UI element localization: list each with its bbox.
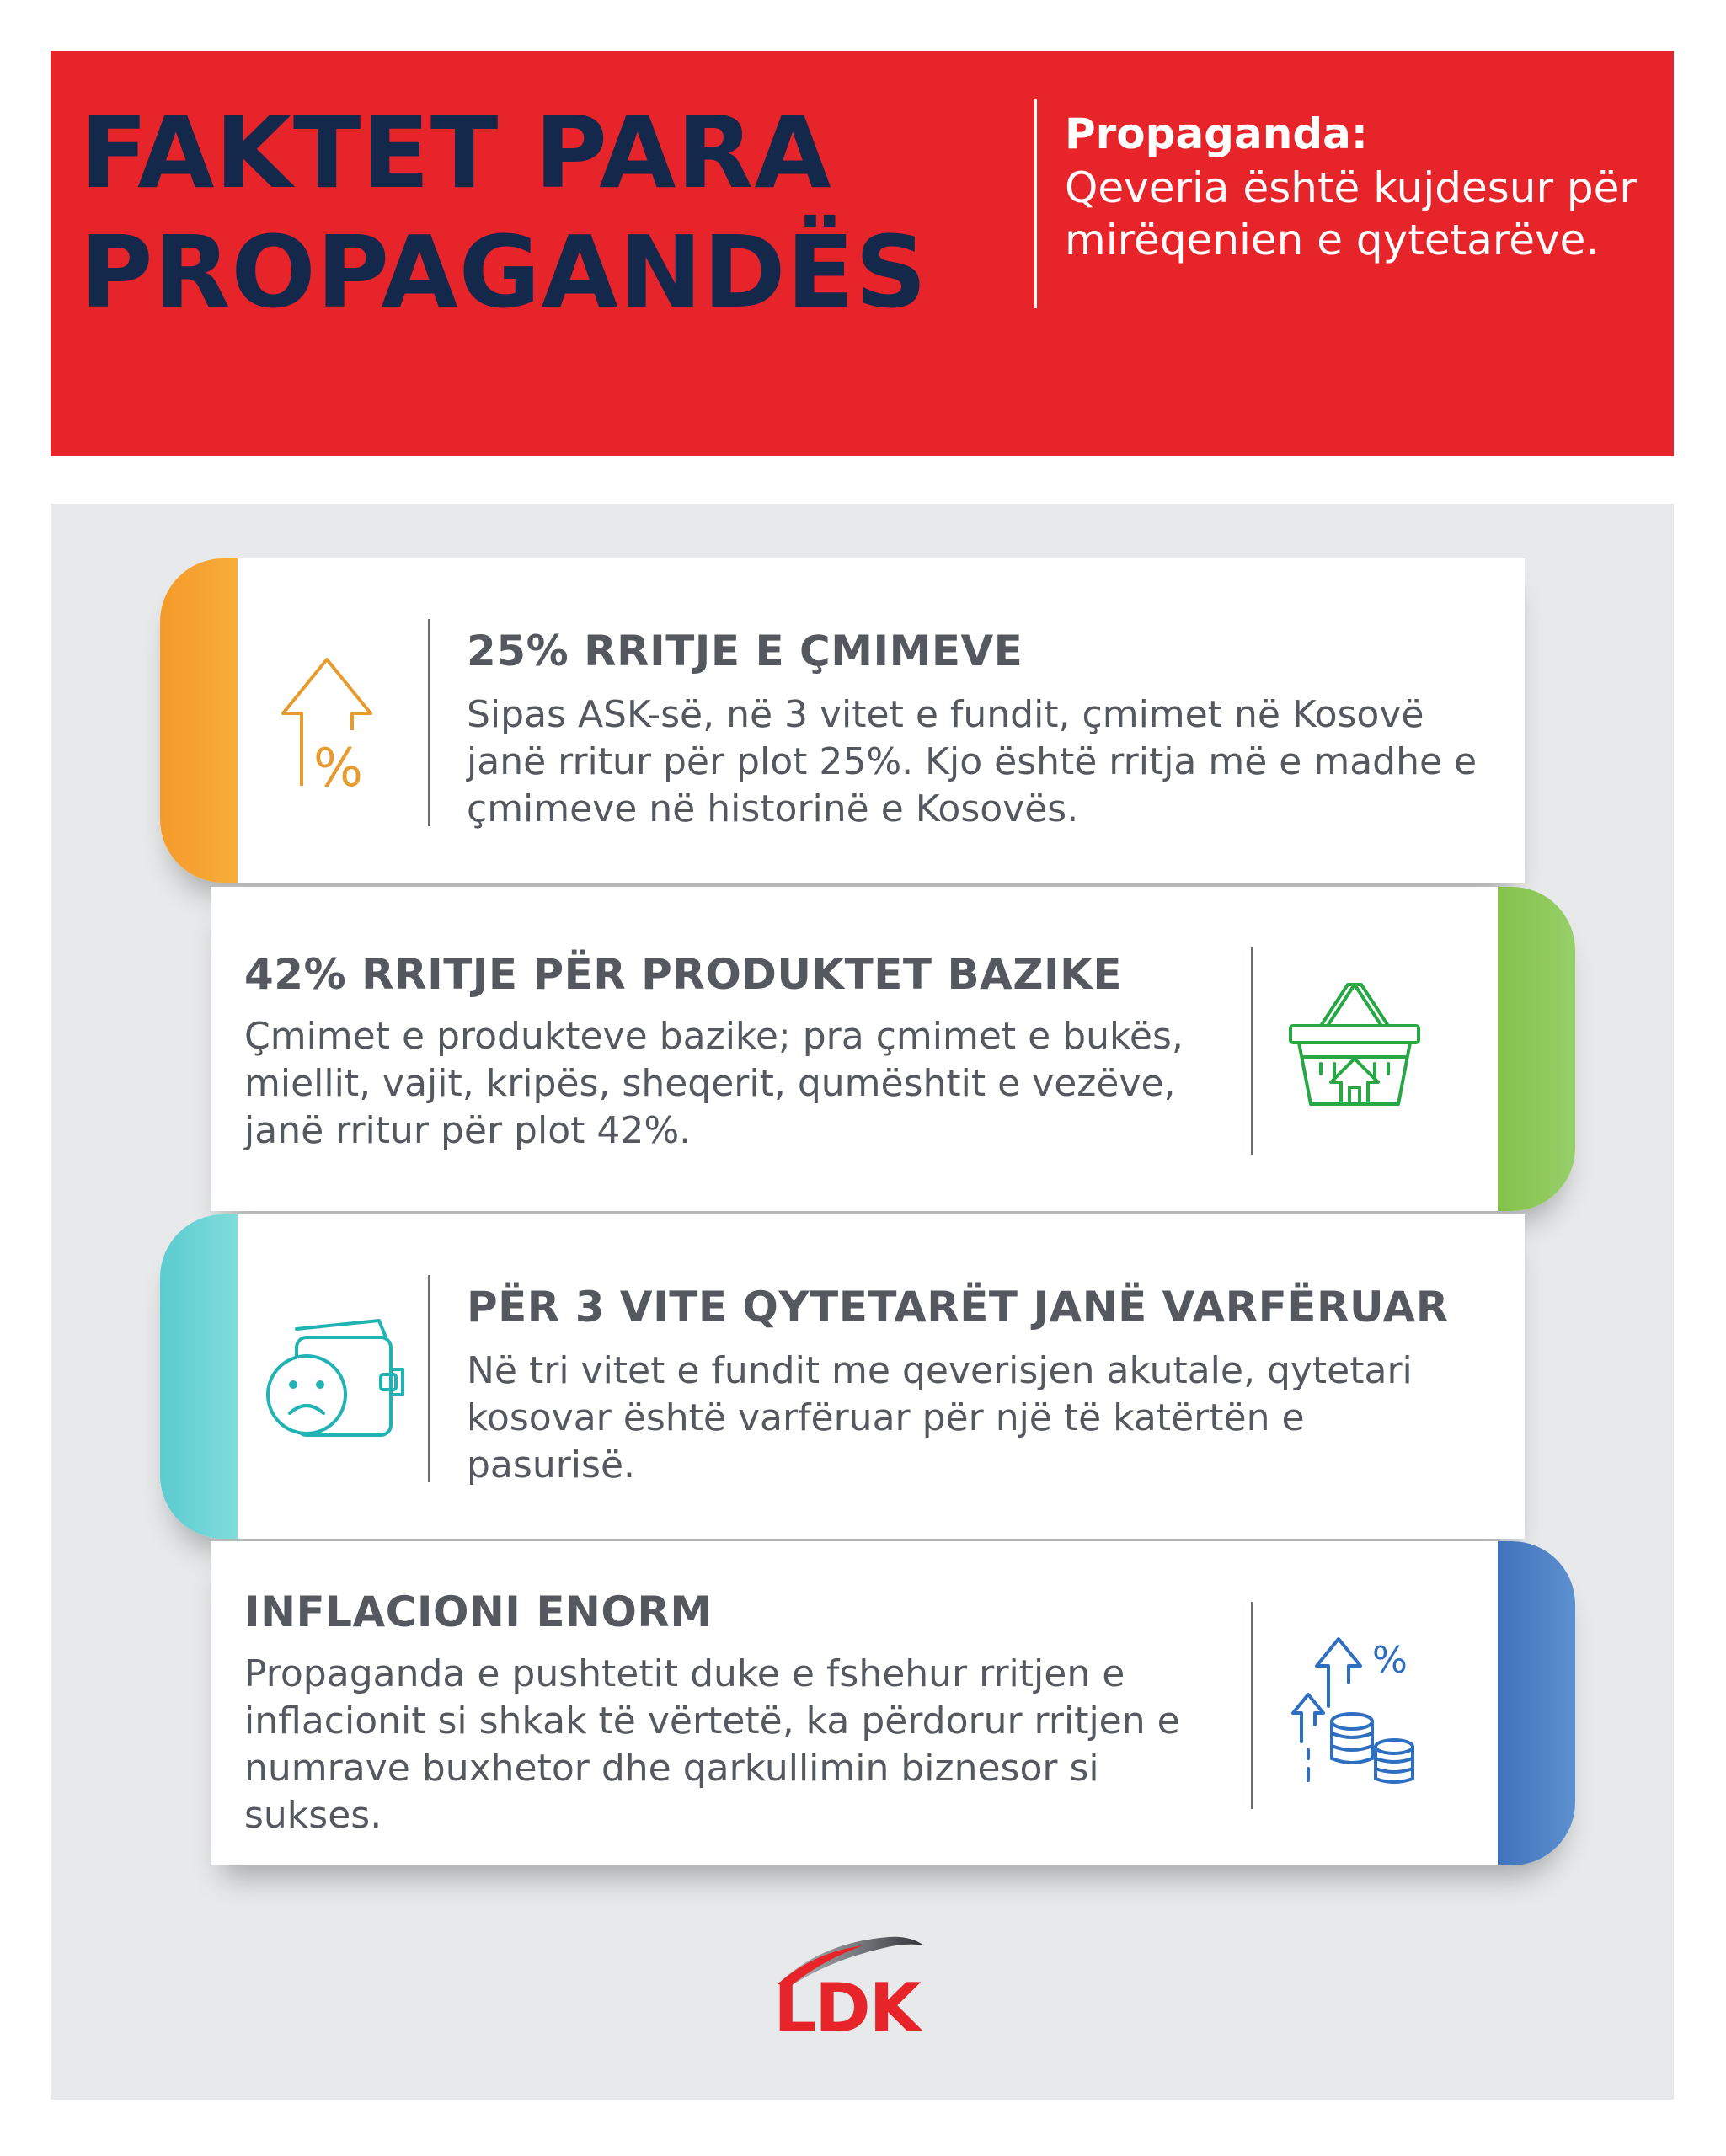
fact-title: INFLACIONI ENORM — [244, 1588, 713, 1636]
fact-text: Çmimet e produkteve bazike; pra çmimet e bukës, miellit, vajit, kripës, sheqerit, qumështit e vezëve, janë rritur për plot 42%. — [244, 1015, 1184, 1152]
coins-inflation-icon — [1291, 1632, 1426, 1792]
fact-card-poverty — [160, 1214, 1525, 1539]
header-divider — [1034, 99, 1037, 308]
fact-title: 42% RRITJE PËR PRODUKTET BAZIKE — [244, 950, 1123, 999]
fact-card-basic-products — [211, 887, 1575, 1211]
fact-text: Propaganda e pushtetit duke e fshehur rritjen e inflacionit si shkak të vërtetë, ka përdorur rritjen e numrave buxhetor dhe qarkullimin biznesor si sukses. — [244, 1652, 1180, 1837]
card-divider — [1251, 947, 1253, 1155]
title-line-1: FAKTET PARA — [80, 94, 832, 211]
ldk-logo — [762, 1935, 931, 2045]
percent-icon-label: % — [313, 737, 363, 792]
card-divider — [428, 619, 430, 826]
propaganda-text: Qeveria është kujdesur për mirëqenien e qytetarëve. — [1065, 163, 1637, 264]
fact-text: Në tri vitet e fundit me qeverisjen akutale, qytetari kosovar është varfëruar për një të katërtën e pasurisë. — [467, 1349, 1413, 1486]
fact-text: Sipas ASK-së, në 3 vitet e fundit, çmimet në Kosovë janë rritur për plot 25%. Kjo është rritja më e madhe e çmimeve në historinë e Kosovës. — [467, 693, 1478, 830]
page-title — [80, 93, 1007, 332]
shopping-basket-icon — [1287, 979, 1422, 1110]
propaganda-label: Propaganda: — [1065, 109, 1368, 158]
card-divider — [428, 1275, 430, 1482]
logo-text: LDK — [773, 1969, 920, 2047]
teal-tab — [160, 1214, 238, 1539]
sad-wallet-icon — [263, 1314, 406, 1440]
title-line-2: PROPAGANDËS — [80, 214, 928, 330]
orange-tab — [160, 558, 238, 883]
blue-tab — [1498, 1541, 1575, 1865]
fact-card-prices — [160, 558, 1525, 883]
percent-arrow-up-icon — [278, 653, 387, 792]
green-tab — [1498, 887, 1575, 1211]
card-divider — [1251, 1602, 1253, 1809]
fact-title: 25% RRITJE E ÇMIMEVE — [467, 627, 1023, 675]
fact-title: PËR 3 VITE QYTETARËT JANË VARFËRUAR — [467, 1283, 1449, 1331]
inflation-percent-label: % — [1372, 1639, 1408, 1682]
fact-card-inflation — [211, 1541, 1575, 1865]
